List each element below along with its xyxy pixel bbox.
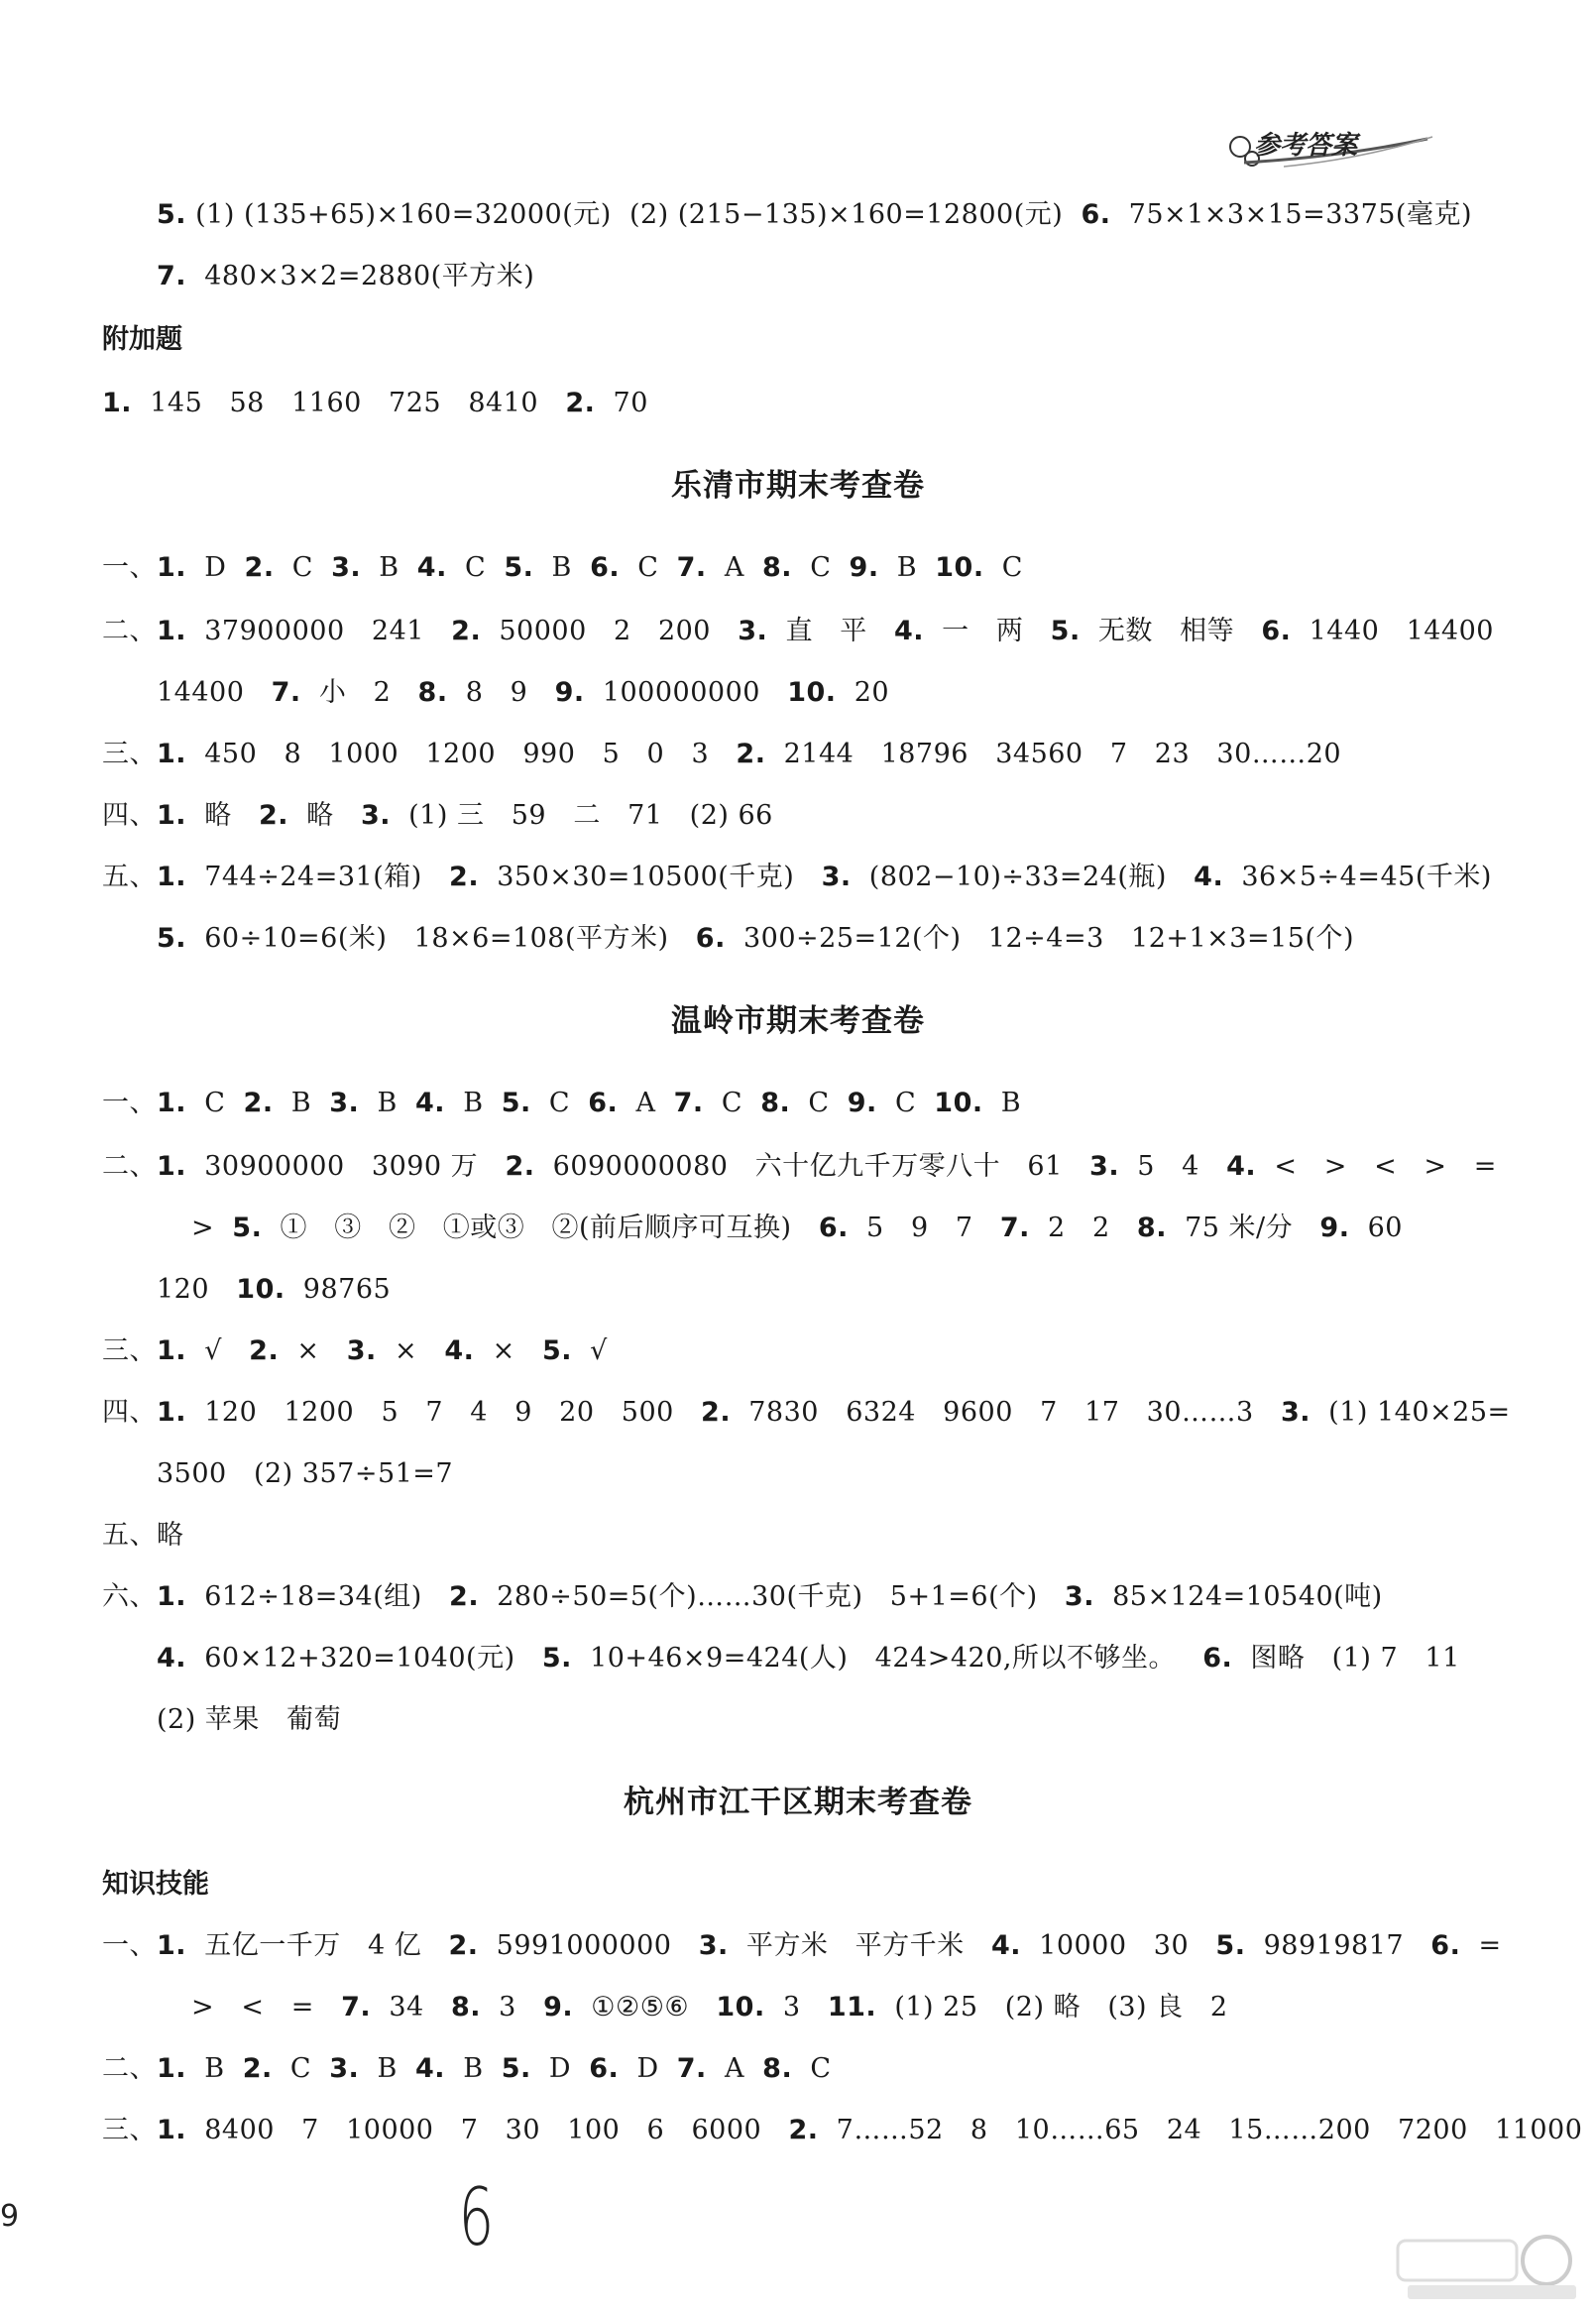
answer-line: 一、1. C 2. B 3. B 4. B 5. C 6. A 7. C 8. C 9. C 10. B bbox=[102, 1088, 1022, 1118]
section-title: 乐清市期末考查卷 bbox=[671, 468, 925, 504]
section-title: 杭州市江干区期末考查卷 bbox=[624, 1785, 972, 1820]
answer-line: 5. (1) (135+65)×160=32000(元) (2) (215−135)×160=12800(元) 6. 75×1×3×15=3375(毫克) bbox=[157, 199, 1472, 230]
answer-line: (2) 苹果 葡萄 bbox=[157, 1704, 342, 1735]
answer-line: 五、1. 744÷24=31(箱) 2. 350×30=10500(千克) 3. (802−10)÷33=24(瓶) 4. 36×5÷4=45(千米) bbox=[102, 862, 1492, 892]
answer-line: 二、1. B 2. C 3. B 4. B 5. D 6. D 7. A 8. C bbox=[102, 2053, 832, 2084]
badge-label: 参考答案 bbox=[1254, 131, 1358, 161]
answer-line: 7. 480×3×2=2880(平方米) bbox=[157, 261, 535, 291]
answer-line: 二、1. 30900000 3090 万 2. 6090000080 六十亿九千万零八十 61 3. 5 4 4. < > < > = bbox=[102, 1151, 1497, 1182]
subheading: 知识技能 bbox=[102, 1869, 209, 1900]
section-title: 温岭市期末考查卷 bbox=[671, 1003, 925, 1039]
answer-line: 三、1. 8400 7 10000 7 30 100 6 6000 2. 7……52 8 10……65 24 15……200 7200 11000 bbox=[102, 2115, 1583, 2145]
answer-line: 14400 7. 小 2 8. 8 9 9. 100000000 10. 20 bbox=[157, 677, 890, 708]
answer-line: 一、1. 五亿一千万 4 亿 2. 5991000000 3. 平方米 平方千米 4. 10000 30 5. 98919817 6. = bbox=[102, 1930, 1502, 1961]
answer-line: 三、1. √ 2. × 3. × 4. × 5. √ bbox=[102, 1335, 608, 1366]
reference-answers-badge bbox=[1224, 117, 1442, 176]
answer-line: 1. 145 58 1160 725 8410 2. 70 bbox=[102, 388, 648, 418]
subheading: 附加题 bbox=[102, 324, 182, 355]
handwritten-page-number: 6 bbox=[458, 2171, 495, 2263]
answer-line: 5. 60÷10=6(米) 18×6=108(平方米) 6. 300÷25=12(个) 12÷4=3 12+1×3=15(个) bbox=[157, 923, 1355, 954]
answer-line: 三、1. 450 8 1000 1200 990 5 0 3 2. 2144 18796 34560 7 23 30……20 bbox=[102, 739, 1342, 769]
answer-line: > 5. ① ③ ② ①或③ ②(前后顺序可互换) 6. 5 9 7 7. 2 2 8. 75 米/分 9. 60 bbox=[191, 1213, 1403, 1243]
answer-line: 五、略 bbox=[102, 1520, 184, 1551]
watermark-logo-icon bbox=[1388, 2231, 1586, 2306]
answer-line: 120 10. 98765 bbox=[157, 1274, 392, 1305]
answer-line: 六、1. 612÷18=34(组) 2. 280÷50=5(个)……30(千克) 5+1=6(个) 3. 85×124=10540(吨) bbox=[102, 1581, 1383, 1612]
answer-line: 3500 (2) 357÷51=7 bbox=[157, 1458, 454, 1489]
answer-line: 二、1. 37900000 241 2. 50000 2 200 3. 直 平 4. 一 两 5. 无数 相等 6. 1440 14400 bbox=[102, 616, 1494, 646]
answer-line: 四、1. 略 2. 略 3. (1) 三 59 二 71 (2) 66 bbox=[102, 800, 773, 831]
answer-line: 一、1. D 2. C 3. B 4. C 5. B 6. C 7. A 8. C 9. B 10. C bbox=[102, 552, 1023, 583]
answer-line: 四、1. 120 1200 5 7 4 9 20 500 2. 7830 6324 9600 7 17 30……3 3. (1) 140×25= bbox=[102, 1397, 1511, 1428]
answer-line: > < = 7. 34 8. 3 9. ①②⑤⑥ 10. 3 11. (1) 25 (2) 略 (3) 良 2 bbox=[191, 1992, 1228, 2023]
answer-line: 4. 60×12+320=1040(元) 5. 10+46×9=424(人) 424>420,所以不够坐。 6. 图略 (1) 7 11 bbox=[157, 1643, 1460, 1674]
page-edge-mark: 9 bbox=[0, 2199, 20, 2234]
